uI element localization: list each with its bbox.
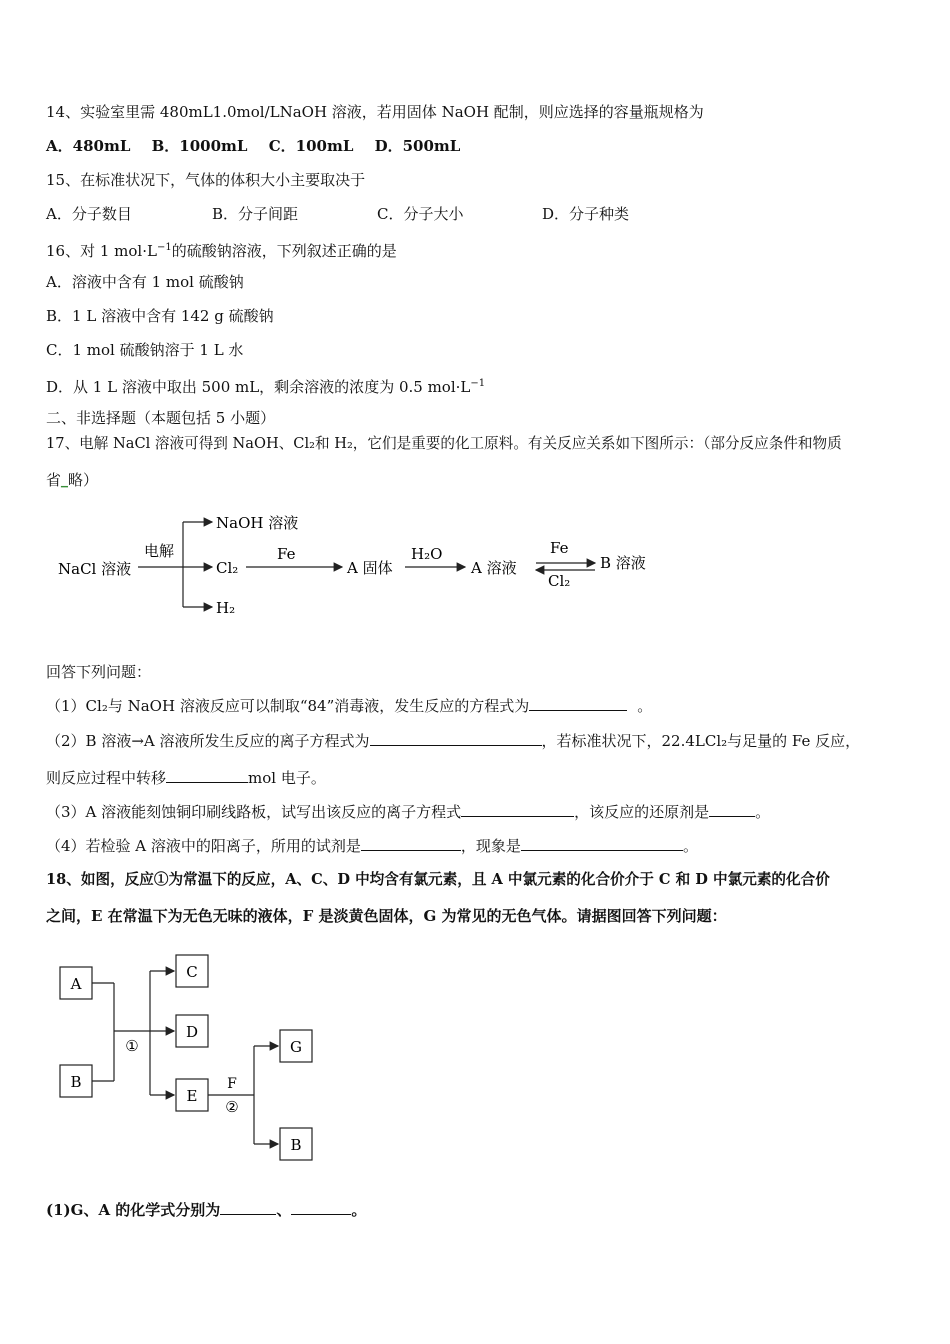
cl2-back-label: Cl₂: [548, 572, 571, 590]
f-label: F: [227, 1076, 237, 1092]
box-c-label: C: [186, 963, 198, 981]
q17-part2-text: （2）B 溶液→A 溶液所发生反应的离子方程式为: [46, 732, 370, 750]
reaction1-label: ①: [125, 1037, 139, 1055]
q17-part4: [46, 836, 698, 856]
q17-part3-end: 。: [755, 803, 771, 821]
naoh-label: NaOH 溶液: [216, 514, 299, 532]
q15-stem: 15、在标准状况下，气体的体积大小主要取决于: [46, 171, 366, 189]
q18-part1-text: (1)G、A 的化学式分别为: [46, 1201, 221, 1219]
q14-options: [46, 136, 460, 156]
q15-option-b: B．分子间距: [212, 205, 299, 223]
q17-part3: [46, 802, 770, 822]
fe-label: Fe: [277, 545, 296, 563]
q18-part1-blank[interactable]: [220, 1200, 276, 1215]
q17-part1-blank[interactable]: [529, 696, 627, 711]
q17-part2-blank2[interactable]: [166, 768, 248, 783]
q17-flow-diagram: [50, 505, 670, 625]
q14-option-a: A．480mL: [46, 137, 131, 155]
q17-part1-text: （1）Cl₂与 NaOH 溶液反应可以制取“84”消毒液，发生反应的方程式为: [46, 697, 530, 715]
box-b-label: B: [70, 1073, 82, 1091]
q17-part4-end: 。: [682, 837, 698, 855]
q16-option-b: B．1 L 溶液中含有 142 g 硫酸钠: [46, 307, 274, 325]
section-heading: 二、非选择题（本题包括 5 小题）: [46, 409, 276, 427]
fe-forward-label: Fe: [550, 539, 569, 557]
q17-part3-text2: ，该反应的还原剂是: [574, 803, 710, 821]
h2-label: H₂: [216, 599, 236, 617]
q17-part2-blank[interactable]: [370, 731, 542, 746]
q15-option-a: A．分子数目: [46, 205, 132, 223]
q16-option-d-text: D．从 1 L 溶液中取出 500 mL，剩余溶液的浓度为 0.5 mol·L: [46, 378, 471, 396]
note-mark-icon: ▁: [61, 478, 68, 488]
q16-stem-b: 的硫酸钠溶液，下列叙述正确的是: [171, 242, 397, 260]
reaction2-label: ②: [225, 1098, 239, 1116]
q14-option-c: C．100mL: [268, 137, 354, 155]
q16-option-a: A．溶液中含有 1 mol 硫酸钠: [46, 273, 244, 291]
q17-part4-blank2[interactable]: [521, 836, 683, 851]
q18-part1: [46, 1200, 366, 1220]
q17-stem-line2-a: 省: [46, 471, 62, 489]
q16-option-c: C．1 mol 硫酸钠溶于 1 L 水: [46, 341, 244, 359]
q18-stem-line1: 18、如图，反应①为常温下的反应，A、C、D 中均含有氯元素，且 A 中氯元素的化合价介于 C 和 D 中氯元素的化合价: [46, 871, 830, 888]
electrolysis-label: 电解: [144, 542, 175, 560]
q17-part4-text: （4）若检验 A 溶液中的阳离子，所用的试剂是: [46, 837, 361, 855]
q15-option-c: C．分子大小: [377, 205, 464, 223]
box-g-label: G: [290, 1038, 302, 1056]
q15-option-d: D．分子种类: [542, 205, 630, 223]
box-e-label: E: [186, 1087, 198, 1105]
box-a-label: A: [70, 975, 82, 993]
q17-part2-text2: ，若标准状况下，22.4LCl₂与足量的 Fe 反应，: [541, 732, 861, 750]
box-b2-label: B: [290, 1136, 302, 1154]
q16-option-d: [46, 374, 485, 397]
nacl-solution-label: NaCl 溶液: [58, 560, 132, 578]
q14-stem: 14、实验室里需 480mL1.0mol/LNaOH 溶液，若用固体 NaOH 配制，则应选择的容量瓶规格为: [46, 103, 704, 121]
q16-stem-sup: −1: [156, 242, 172, 253]
q17-part3-blank[interactable]: [461, 802, 574, 817]
h2o-label: H₂O: [411, 545, 443, 563]
q17-answer-intro: 回答下列问题：: [46, 663, 152, 681]
q18-part1-sep: 、: [276, 1201, 292, 1219]
b-solution-label: B 溶液: [600, 554, 646, 572]
q17-part3-blank2[interactable]: [709, 802, 755, 817]
a-solution-label: A 溶液: [471, 559, 517, 577]
q17-stem-line1: 17、电解 NaCl 溶液可得到 NaOH、Cl₂和 H₂，它们是重要的化工原料。有关反应关系如下图所示：（部分反应条件和物质: [46, 435, 842, 452]
q17-part1-end: 。: [637, 697, 653, 715]
q16-option-d-sup: −1: [470, 378, 486, 389]
q14-option-d: D．500mL: [374, 137, 461, 155]
a-solid-label: A 固体: [347, 559, 393, 577]
q17-part2: [46, 731, 860, 751]
q17-part3-text: （3）A 溶液能刻蚀铜印刷线路板，试写出该反应的离子方程式: [46, 803, 462, 821]
q18-part1-blank2[interactable]: [291, 1200, 351, 1215]
q17-part2-text4: mol 电子。: [248, 769, 326, 787]
q14-option-b: B．1000mL: [151, 137, 248, 155]
q16-stem: [46, 238, 397, 261]
q17-part2-cont: [46, 768, 326, 788]
q17-part4-blank[interactable]: [361, 836, 461, 851]
q18-flow-diagram: [50, 945, 340, 1170]
q17-part1: [46, 696, 652, 716]
q17-stem-line2: [46, 470, 98, 493]
q17-part4-text2: ，现象是: [460, 837, 521, 855]
q16-stem-a: 16、对 1 mol·L: [46, 242, 157, 260]
cl2-label: Cl₂: [216, 559, 239, 577]
box-d-label: D: [185, 1023, 199, 1041]
q18-part1-end: 。: [351, 1201, 367, 1219]
q17-part2-text3: 则反应过程中转移: [46, 769, 167, 787]
q17-stem-line2-b: 略）: [67, 471, 98, 489]
q18-stem-line2: 之间，E 在常温下为无色无味的液体，F 是淡黄色固体，G 为常见的无色气体。请据图回答下列问题：: [46, 907, 727, 925]
